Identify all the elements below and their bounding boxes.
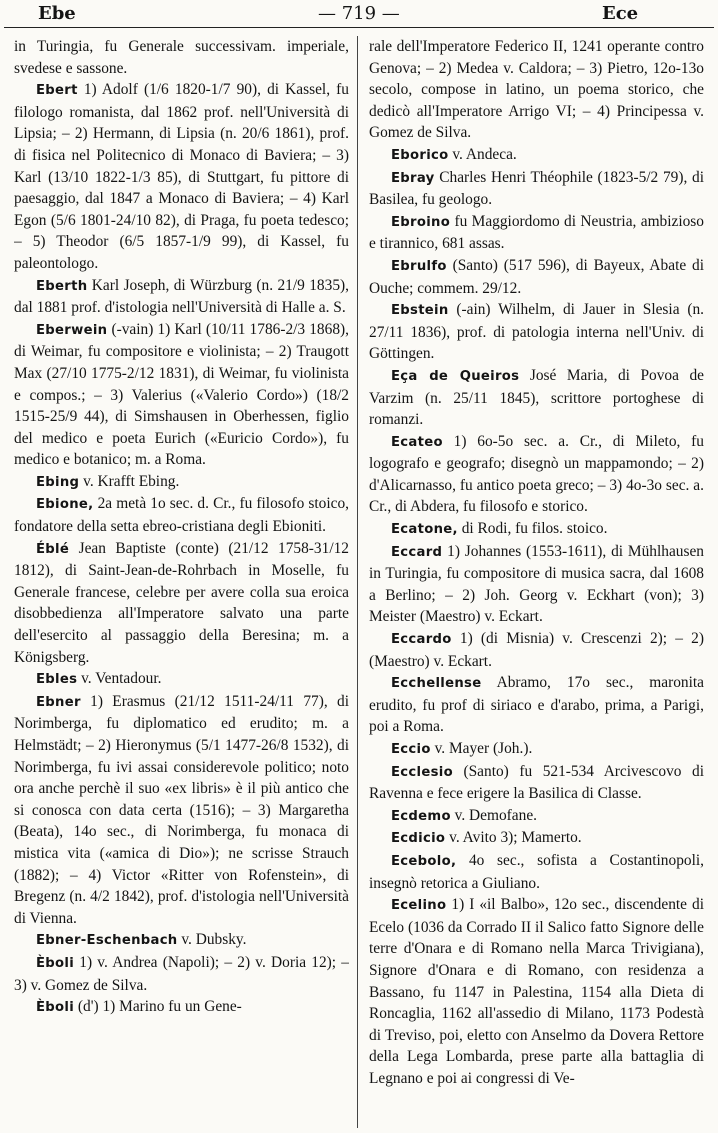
dictionary-entry xyxy=(369,761,704,805)
entry-headword: Ebert xyxy=(36,83,78,99)
entry-text: v. Krafft Ebing. xyxy=(79,472,180,490)
dictionary-entry xyxy=(369,672,704,738)
entry-headword: Ecateo xyxy=(391,434,443,450)
header-rule xyxy=(4,27,714,28)
entry-text: rale dell'Imperatore Federico II, 1241 operante contro Genova; – 2) Medea v. Caldora; – 3) Pietro, 12o-13o secolo, compose in latino, un poema storico, che dedicò all'Imperatore Arrigo VI; – 4) Principessa v. Gomez de Silva. xyxy=(369,38,704,142)
dictionary-entry xyxy=(369,167,704,211)
dictionary-entry xyxy=(14,538,349,669)
entry-headword: Ebray xyxy=(391,170,435,186)
entry-text: 1) 6o-5o sec. a. Cr., di Mileto, fu logografo e geografo; disegnò un mappamondo; – 2) d'Alicarnasso, fu antico poeta greco; – 3) 4o-3o sec. a. Cr., di Abdera, fu filosofo e storico. xyxy=(369,432,704,516)
entry-text: Charles Henri Théophile (1823-5/2 79), di Basilea, fu geologo. xyxy=(369,168,704,209)
entry-text: v. Mayer (Joh.). xyxy=(430,740,533,757)
running-header xyxy=(0,0,718,24)
entry-text: 1) Adolf (1/6 1820-1/7 90), di Kassel, fu filologo romanista, dal 1862 prof. nell'Università di Lipsia; – 2) Hermann, di Lipsia (n. 20/6 1861), prof. di fisica nel Politecnico di Monaco di Baviera; – 3) Karl (13/10 1822-1/3 85), di Stuttgart, fu pittore di paesaggio, dal 1847 a Monaco di Baviera; – 4) Karl Egon (5/6 1801-24/10 82), di Praga, fu poeta tedesco; – 5) Theodor (6/5 1857-1/9 99), di Kassel, fu paleontologo. xyxy=(14,81,349,272)
entry-text: Jean Baptiste (conte) (21/12 1758-31/12 1812), di Saint-Jean-de-Rohrbach in Moselle, fu Generale francese, celebre per avere colla sua eroica disobbedienza all'Imperatore salvato una parte dell'esercito al passaggio della Beresina; m. a Königsberg. xyxy=(14,539,349,666)
dictionary-entry xyxy=(369,518,704,541)
dictionary-entry xyxy=(369,365,704,431)
entry-text: 2a metà 1o sec. d. Cr., fu filosofo stoico, fondatore della setta ebreo-cristiana degli Ebioniti. xyxy=(14,495,349,536)
dictionary-entry xyxy=(369,850,704,894)
dictionary-entry xyxy=(369,827,704,850)
entry-headword: Eça de Queiros xyxy=(391,368,520,384)
dictionary-entry xyxy=(369,738,704,761)
entry-text: José Maria, di Povoa de Varzim (n. 25/11 1845), scrittore portoghese di romanzi. xyxy=(369,366,704,429)
dictionary-entry xyxy=(369,36,704,144)
entry-headword: Èboli xyxy=(36,955,75,971)
entry-headword: Ebner xyxy=(36,694,81,710)
entry-headword: Èboli xyxy=(36,1000,75,1016)
entry-headword: Ecdicio xyxy=(391,831,446,847)
entry-headword: Eberth xyxy=(36,278,88,294)
entry-text: (-ain) Wilhelm, di Jauer in Slesia (n. 27/11 1836), prof. di patologia interna nell'Univ. di Göttingen. xyxy=(369,301,704,363)
right-column xyxy=(369,36,704,1128)
entry-headword: Eccard xyxy=(391,544,443,560)
entry-text: 1) v. Andrea (Napoli); – 2) v. Doria 12); – 3) v. Gomez de Silva. xyxy=(14,953,349,994)
entry-text: (Santo) (517 596), di Bayeux, Abate di Ouche; commem. 29/12. xyxy=(369,256,704,297)
entry-text: fu Maggiordomo di Neustria, ambizioso e tirannico, 681 assas. xyxy=(369,212,704,253)
entry-text: Karl Joseph, di Würzburg (n. 21/9 1835), dal 1881 prof. d'istologia nell'Università di Halle a. S. xyxy=(14,276,349,317)
dictionary-entry xyxy=(14,36,349,79)
entry-text: (Santo) fu 521-534 Arcivescovo di Ravenna e fece erigere la Basilica di Classe. xyxy=(369,762,704,803)
dictionary-entry xyxy=(14,319,349,471)
entry-headword: Éblé xyxy=(36,541,70,557)
entry-text: (-vain) 1) Karl (10/11 1786-2/3 1868), di Weimar, fu compositore e violinista; – 2) Traugott Max (27/10 1775-2/12 1831), di Weimar, fu violinista e compos.; – 3) Valerius («Valerio Cordo») (18/2 1515-25/9 44), di Simshausen in Oberhessen, figlio del medico e poeta Eurich («Euricio Cordo»), fu medico e botanico; m. a Roma. xyxy=(14,320,349,469)
dictionary-entry xyxy=(14,996,349,1019)
entry-headword: Ebstein xyxy=(391,303,449,319)
entry-headword: Ebles xyxy=(36,672,78,688)
entry-text: 1) (di Misnia) v. Crescenzi 2); – 2) (Maestro) v. Eckart. xyxy=(369,630,704,670)
entry-headword: Ecebolo, xyxy=(391,853,457,869)
dictionary-entry xyxy=(369,805,704,828)
entry-text: v. Andeca. xyxy=(448,145,517,163)
dictionary-entry xyxy=(14,691,349,930)
dictionary-entry xyxy=(369,255,704,299)
entry-text: 1) I «il Balbo», 12o sec., discendente di Ecelo (1036 da Corrado II il Salico fatto Signore delle terre d'Onara e di Romano nella Marca Trivigiana), Signore d'Onara e di Romano, con residenza a Bassano, fu 1147 in Palestina, 1154 alla Dieta di Roncaglia, 1162 all'assedio di Milano, 1173 Podestà di Treviso, poi, eletto con Anselmo da Dovera Rettore della Lega Lombarda, prese parte alla battaglia di Legnano e poi ai congressi di Ve- xyxy=(369,896,704,1087)
entry-headword: Ebing xyxy=(36,474,80,490)
dictionary-entry xyxy=(369,299,704,365)
entry-headword: Ebrulfo xyxy=(391,258,447,274)
dictionary-entry xyxy=(14,471,349,494)
entry-headword: Ecchellense xyxy=(391,676,482,692)
dictionary-entry xyxy=(369,211,704,255)
page-number: — 719 — xyxy=(318,3,400,24)
dictionary-entry xyxy=(369,431,704,518)
entry-headword: Ebner-Eschenbach xyxy=(36,933,178,949)
entry-headword: Eborico xyxy=(391,147,449,163)
entry-headword: Ecelino xyxy=(391,898,447,914)
left-column xyxy=(14,36,349,1128)
dictionary-entry xyxy=(14,79,349,274)
entry-headword: Ecatone, xyxy=(391,522,458,538)
entry-text: Abramo, 17o sec., maronita erudito, fu prof di siriaco e d'arabo, prima, a Parigi, poi a Roma. xyxy=(369,674,704,736)
entry-headword: Eccio xyxy=(391,742,431,757)
entry-text: v. Avito 3); Mamerto. xyxy=(445,829,582,847)
dictionary-entry xyxy=(14,929,349,952)
entry-text: di Rodi, fu filos. stoico. xyxy=(457,520,608,538)
entry-text: (d') 1) Marino fu un Gene- xyxy=(74,998,242,1016)
dictionary-entry xyxy=(14,275,349,319)
header-left-guideword: Ebe xyxy=(38,3,76,24)
entry-text: v. Dubsky. xyxy=(177,931,247,949)
dictionary-entry xyxy=(14,493,349,537)
dictionary-entry xyxy=(369,894,704,1089)
entry-text: v. Ventadour. xyxy=(77,670,162,688)
entry-headword: Ecdemo xyxy=(391,808,451,824)
entry-headword: Ebroino xyxy=(391,214,451,230)
entry-headword: Eccardo xyxy=(391,632,452,648)
entry-text: 1) Johannes (1553-1611), di Mühlhausen in Turingia, fu compositore di musica sacra, dal 1608 a Berlino; – 2) Joh. Georg v. Eckhart (von); 3) Meister (Maestro) v. Eckart. xyxy=(369,542,704,626)
entry-text: v. Demofane. xyxy=(450,806,537,824)
entry-headword: Eberwein xyxy=(36,322,108,338)
dictionary-entry xyxy=(14,952,349,996)
dictionary-entry xyxy=(14,668,349,691)
entry-headword: Ecclesio xyxy=(391,764,453,780)
dictionary-entry xyxy=(369,628,704,672)
entry-headword: Ebione, xyxy=(36,497,94,513)
entry-text: in Turingia, fu Generale successivam. imperiale, svedese e sassone. xyxy=(14,38,349,77)
header-right-guideword: Ece xyxy=(602,3,639,24)
entry-text: 4o sec., sofista a Costantinopoli, insegnò retorica a Giuliano. xyxy=(369,851,704,892)
column-separator xyxy=(357,36,358,1128)
dictionary-entry xyxy=(369,541,704,628)
dictionary-entry xyxy=(369,144,704,167)
entry-text: 1) Erasmus (21/12 1511-24/11 77), di Norimberga, fu diplomatico ed erudito; m. a Helmstädt; – 2) Hieronymus (5/1 1477-26/8 1532), di Norimberga, fu ivi assai considerevole politico; noto ora anche perchè il suo «ex libris» è il più antico che si conosca con data certa (1516); – 3) Margaretha (Beata), 14o sec., di Norimberga, fu monaca di mistica vita («amica di Dio»); ne scrisse Strauch (1882); – 4) Victor «Ritter von Rofenstein», di Bregenz (n. 4/2 1842), prof. d'istologia nell'Università di Vienna. xyxy=(14,692,349,927)
